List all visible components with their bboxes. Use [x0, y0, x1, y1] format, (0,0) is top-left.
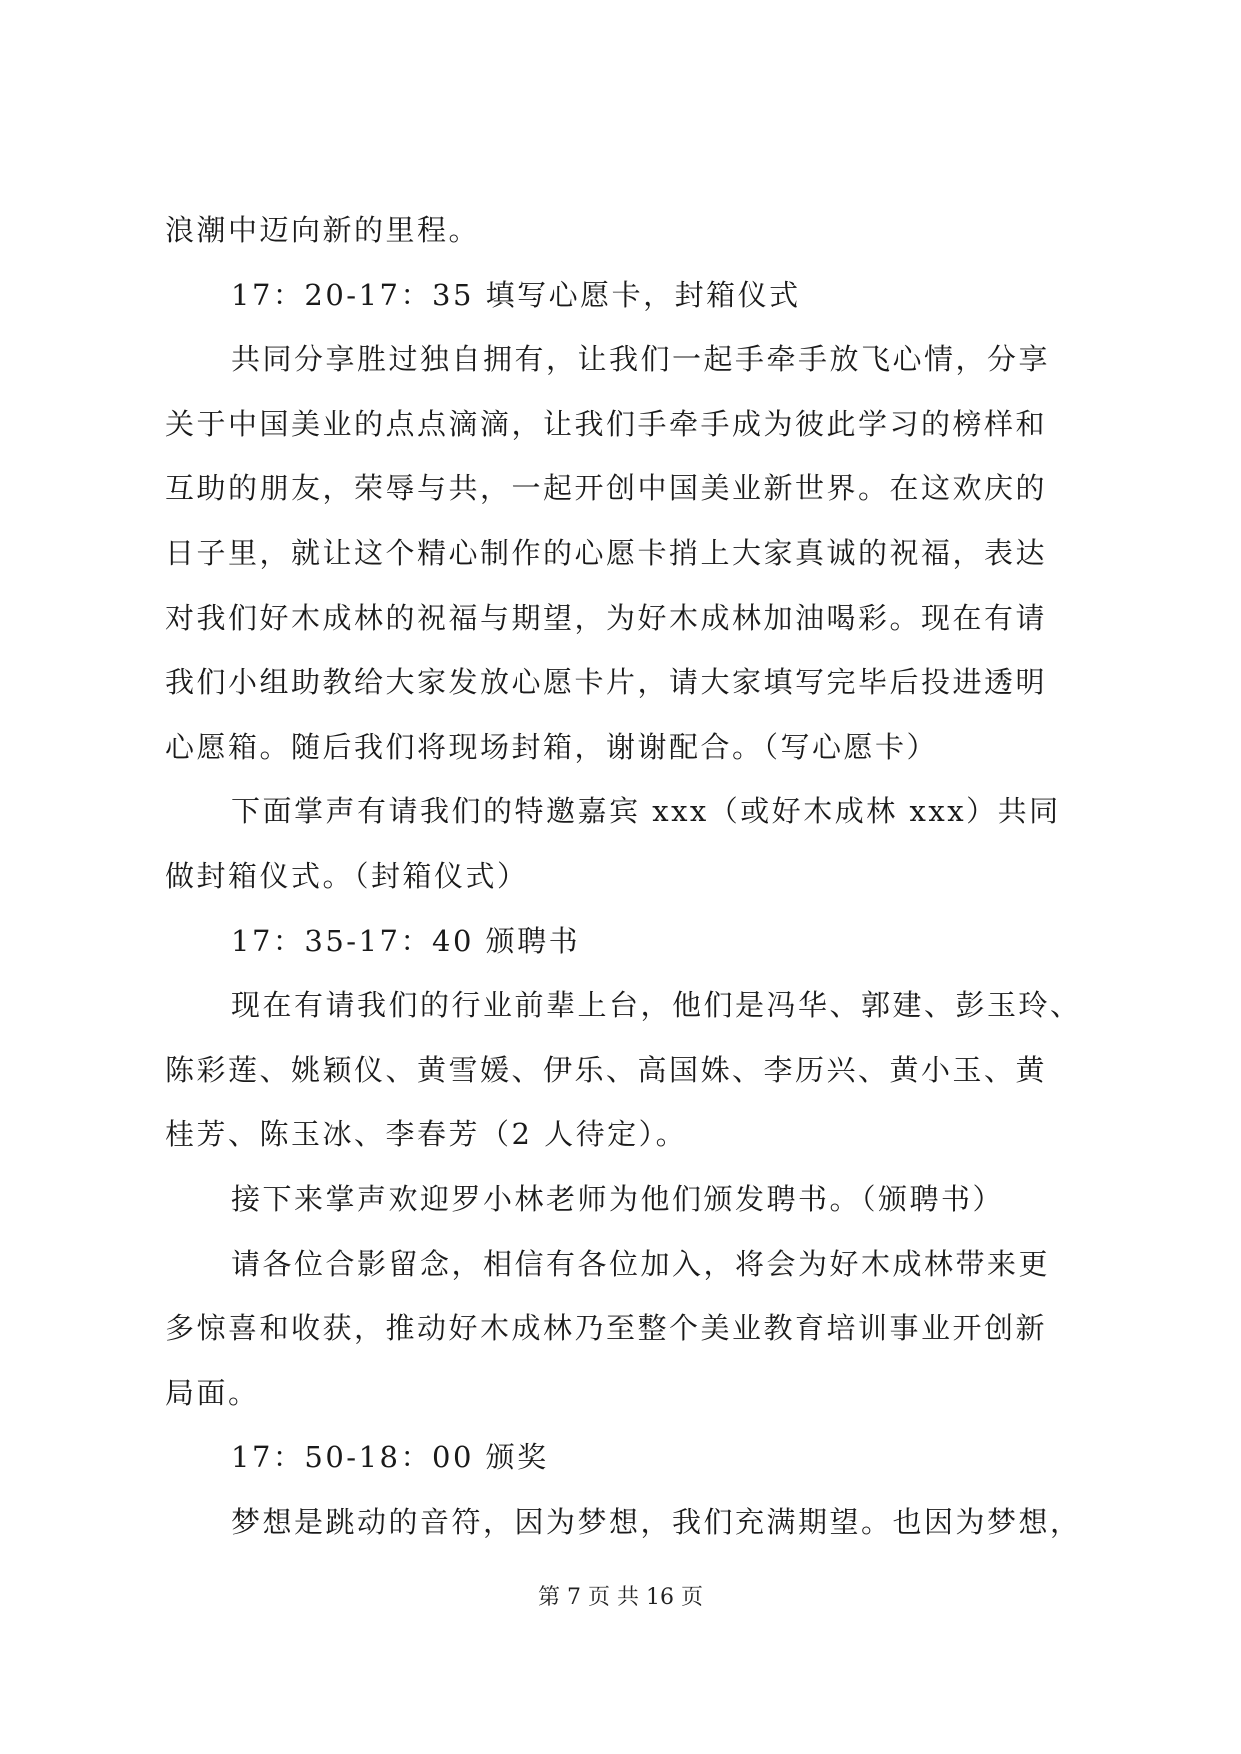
page-number-footer: 第 7 页 共 16 页	[538, 1585, 703, 1610]
text-line: 做封箱仪式。（封箱仪式）	[165, 858, 529, 893]
text-line: 对我们好木成林的祝福与期望，为好木成林加油喝彩。现在有请	[165, 600, 1048, 635]
text-line: 日子里，就让这个精心制作的心愿卡捎上大家真诚的祝福，表达	[165, 535, 1048, 570]
text-line: 浪潮中迈向新的里程。	[165, 213, 481, 247]
text-line: 心愿箱。随后我们将现场封箱，谢谢配合。（写心愿卡）	[165, 729, 939, 764]
text-line: 下面掌声有请我们的特邀嘉宾 xxx（或好木成林 xxx）共同	[231, 794, 1061, 829]
text-line: 陈彩莲、姚颖仪、黄雪媛、伊乐、高国姝、李历兴、黄小玉、黄	[165, 1052, 1048, 1087]
text-line: 17：50-18：00 颁奖	[231, 1440, 549, 1475]
document-body	[165, 198, 1085, 1554]
text-line: 我们小组助教给大家发放心愿卡片，请大家填写完毕后投进透明	[165, 665, 1048, 700]
text-line: 梦想是跳动的音符，因为梦想，我们充满期望。也因为梦想，	[231, 1504, 1082, 1539]
text-line: 关于中国美业的点点滴滴，让我们手牵手成为彼此学习的榜样和	[165, 406, 1048, 441]
text-line: 互助的朋友，荣辱与共，一起开创中国美业新世界。在这欢庆的	[165, 471, 1048, 506]
text-line: 桂芳、陈玉冰、李春芳（2 人待定）。	[165, 1117, 688, 1152]
text-line: 接下来掌声欢迎罗小林老师为他们颁发聘书。（颁聘书）	[231, 1181, 1005, 1216]
text-line: 17：20-17：35 填写心愿卡，封箱仪式	[231, 277, 801, 312]
text-line: 17：35-17：40 颁聘书	[231, 923, 581, 958]
text-line: 请各位合影留念，相信有各位加入，将会为好木成林带来更	[231, 1246, 1051, 1281]
text-line: 现在有请我们的行业前辈上台，他们是冯华、郭建、彭玉玲、	[231, 988, 1082, 1023]
text-line: 多惊喜和收获，推动好木成林乃至整个美业教育培训事业开创新	[165, 1311, 1048, 1346]
text-line: 共同分享胜过独自拥有，让我们一起手牵手放飞心情，分享	[231, 342, 1051, 377]
text-line: 局面。	[165, 1375, 260, 1410]
